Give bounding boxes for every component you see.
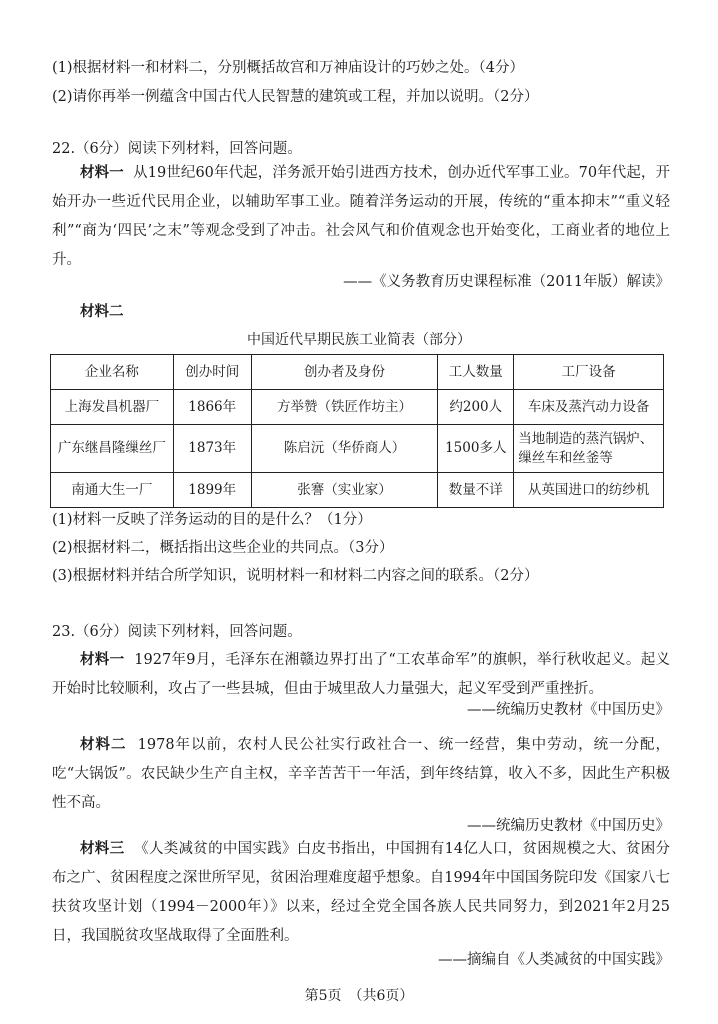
page-footer: 第5页 （共6页）	[304, 988, 414, 1004]
q23-material3	[52, 834, 670, 951]
table-cell: 约200人	[438, 390, 514, 425]
th-founder: 创办者及身份	[251, 355, 438, 390]
q22-heading: 22.（6分）阅读下列材料，回答问题。	[52, 141, 302, 157]
q22-sub2: (2)根据材料二，概括指出这些企业的共同点。（3分）	[52, 540, 394, 556]
industry-table	[50, 354, 664, 508]
q23-m2-label: 材料二	[80, 736, 127, 753]
table-cell: 1500多人	[438, 425, 514, 473]
q23-heading: 23.（6分）阅读下列材料，回答问题。	[52, 624, 302, 640]
q23-m3-label: 材料三	[80, 840, 125, 857]
table-cell: 广东继昌隆缫丝厂	[51, 425, 174, 473]
table-cell: 张謇（实业家）	[251, 473, 438, 508]
q22-m1-text: 从19世纪60年代起，洋务派开始引进西方技术，创办近代军事工业。70年代起，开始开办一些近代民用企业，以辅助军事工业。随着洋务运动的开展，传统的“重本抑末”“重义轻利”“商为‘四民’之末”等观念受到了冲击。社会风气和价值观念也开始变化，工商业者的地位上升。	[52, 165, 670, 268]
table-cell: 数量不详	[438, 473, 514, 508]
q22-sub3: (3)根据材料并结合所学知识，说明材料一和材料二内容之间的联系。（2分）	[52, 568, 539, 584]
q23-m3-text: 《人类减贫的中国实践》白皮书指出，中国拥有14亿人口，贫困规模之大、贫困分布之广、贫困程度之深世所罕见，贫困治理难度超乎想象。自1994年中国国务院印发《国家八七扶贫攻坚计划（1994－2000年）》以来，经过全党全国各族人民共同努力，到2021年2月25日，我国脱贫攻坚战取得了全面胜利。	[52, 841, 671, 944]
table-cell: 1899年	[173, 473, 251, 508]
table-header-row	[51, 355, 664, 390]
table-row	[51, 390, 664, 425]
table-row	[51, 473, 664, 508]
table-title: 中国近代早期民族工业简表（部分）	[247, 332, 471, 348]
table-cell: 当地制造的蒸汽锅炉、缫丝车和丝釜等	[514, 425, 664, 473]
q22-material1	[52, 158, 670, 275]
table-cell: 南通大生一厂	[51, 473, 174, 508]
table-cell: 1873年	[173, 425, 251, 473]
q22-m2-label: 材料二	[80, 303, 124, 320]
table-cell: 1866年	[173, 390, 251, 425]
q22-m1-label: 材料一	[80, 164, 124, 181]
table-cell: 从英国进口的纺纱机	[514, 473, 664, 508]
q23-material1	[52, 645, 670, 704]
th-enterprise: 企业名称	[51, 355, 174, 390]
th-founded: 创办时间	[173, 355, 251, 390]
q21-sub1: (1)根据材料一和材料二，分别概括故宫和万神庙设计的巧妙之处。（4分）	[52, 60, 525, 76]
q23-m3-source: ——摘编自《人类减贫的中国实践》	[438, 952, 670, 968]
q23-m2-text: 1978年以前，农村人民公社实行政社合一、统一经营，集中劳动，统一分配，吃“大锅饭”。农民缺少生产自主权，辛辛苦苦干一年活，到年终结算，收入不多，因此生产积极性不高。	[52, 737, 670, 811]
q22-sub1: (1)材料一反映了洋务运动的目的是什么？（1分）	[52, 512, 372, 528]
th-equipment: 工厂设备	[514, 355, 664, 390]
q22-m1-source: ——《义务教育历史课程标准（2011年版）解读》	[343, 274, 670, 290]
th-workers: 工人数量	[438, 355, 514, 390]
q21-sub2: (2)请你再举一例蕴含中国古代人民智慧的建筑或工程，并加以说明。（2分）	[52, 89, 539, 105]
q23-material2	[52, 730, 670, 818]
q23-m1-label: 材料一	[80, 651, 125, 668]
table-cell: 上海发昌机器厂	[51, 390, 174, 425]
q23-m1-text: 1927年9月，毛泽东在湘赣边界打出了“工农革命军”的旗帜，举行秋收起义。起义开始时比较顺利，攻占了一些县城，但由于城里敌人力量强大，起义军受到严重挫折。	[52, 652, 671, 697]
table-row	[51, 425, 664, 473]
q23-m1-source: ——统编历史教材《中国历史》	[467, 702, 670, 718]
q23-m2-source: ——统编历史教材《中国历史》	[467, 818, 670, 834]
table-cell: 方举赞（铁匠作坊主）	[251, 390, 438, 425]
table-cell: 车床及蒸汽动力设备	[514, 390, 664, 425]
table-cell: 陈启沅（华侨商人）	[251, 425, 438, 473]
